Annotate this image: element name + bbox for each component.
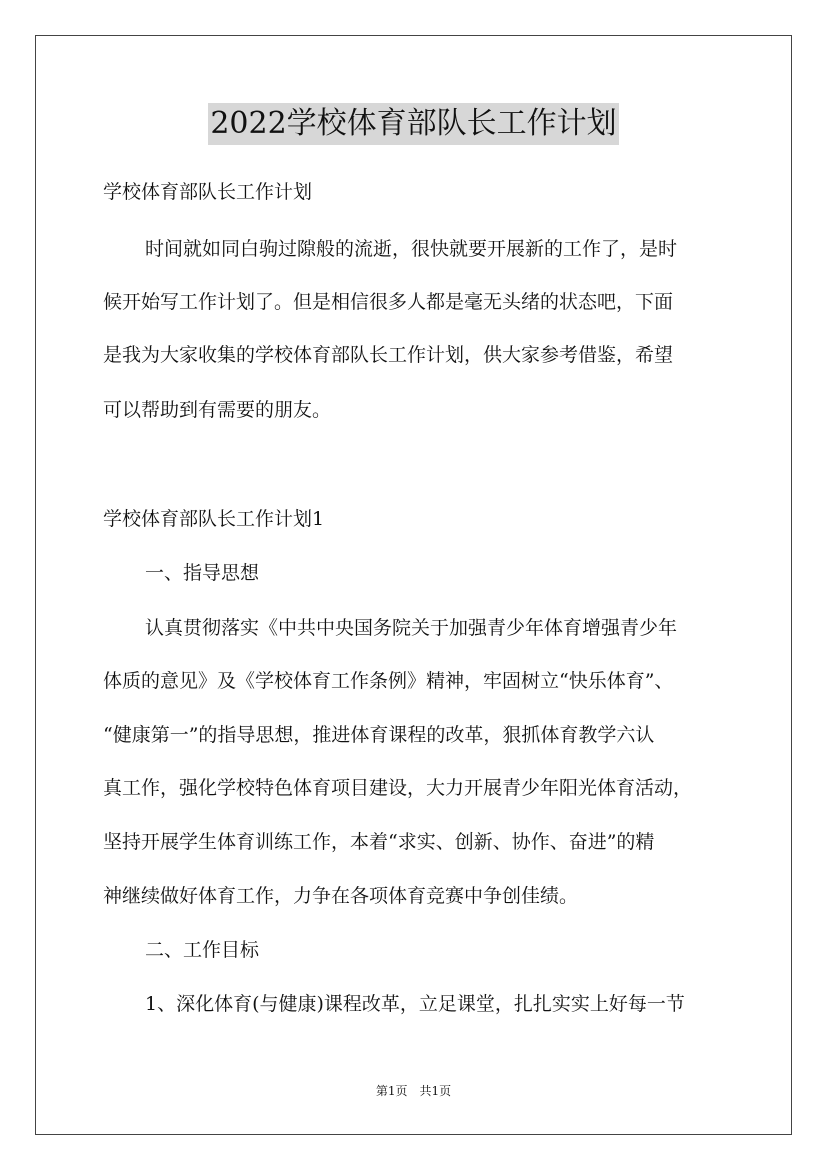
plan-heading: 学校体育部队长工作计划1 <box>103 508 325 530</box>
section1-line-1: 认真贯彻落实《中共中央国务院关于加强青少年体育增强青少年 <box>145 617 678 639</box>
intro-line-4: 可以帮助到有需要的朋友。 <box>103 399 332 421</box>
title-container <box>0 103 827 145</box>
section1-heading: 一、指导思想 <box>145 562 260 584</box>
page-number: 第1页 共1页 <box>375 1084 452 1098</box>
intro-line-1: 时间就如同白驹过隙般的流逝，很快就要开展新的工作了，是时 <box>145 238 678 260</box>
intro-line-3: 是我为大家收集的学校体育部队长工作计划，供大家参考借鉴，希望 <box>103 344 674 366</box>
document-subtitle: 学校体育部队长工作计划 <box>103 181 313 203</box>
section1-line-4: 真工作，强化学校特色体育项目建设，大力开展青少年阳光体育活动， <box>103 777 693 799</box>
section2-item-1: 1、深化体育(与健康)课程改革，立足课堂，扎扎实实上好每一节 <box>145 993 685 1015</box>
section1-line-2: 体质的意见》及《学校体育工作条例》精神，牢固树立“快乐体育”、 <box>103 670 674 692</box>
section2-heading: 二、工作目标 <box>145 939 260 961</box>
intro-line-2: 候开始写工作计划了。但是相信很多人都是毫无头绪的状态吧，下面 <box>103 291 674 313</box>
section1-line-6: 神继续做好体育工作，力争在各项体育竞赛中争创佳绩。 <box>103 885 579 907</box>
document-title: 2022学校体育部队长工作计划 <box>208 103 618 145</box>
section1-line-5: 坚持开展学生体育训练工作，本着“求实、创新、协作、奋进”的精 <box>103 831 655 853</box>
section1-line-3: “健康第一”的指导思想，推进体育课程的改革，狠抓体育教学六认 <box>103 724 655 746</box>
